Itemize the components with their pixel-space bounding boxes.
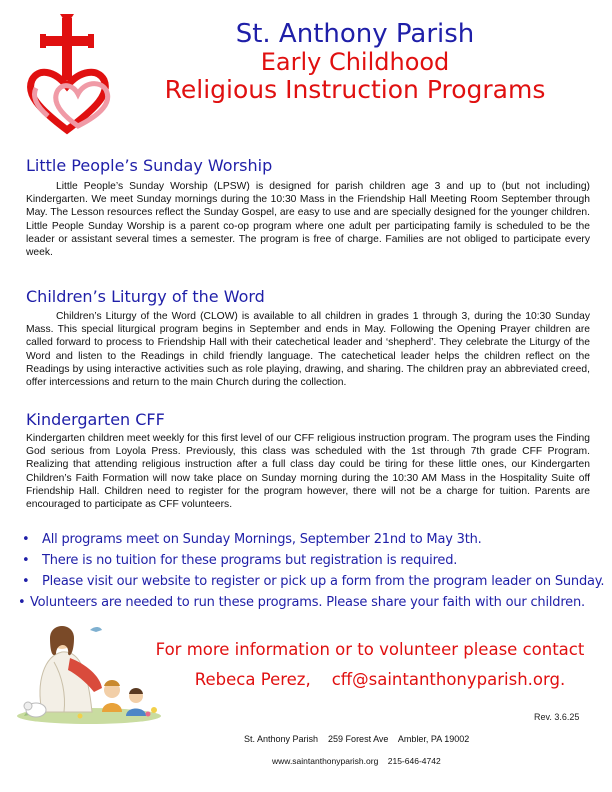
program-title: Religious Instruction Programs [164,74,546,104]
cross-with-hearts-icon [18,8,136,138]
contact-details [170,670,590,689]
info-bullet-list [18,530,605,614]
section-title-lpsw: Little People’s Sunday Worship [26,156,273,175]
contact-line: For more information or to volunteer please contact [155,640,585,659]
bullet-item: • There is no tuition for these programs but registration is required. [22,553,458,568]
section-body-lpsw: Little People’s Sunday Worship (LPSW) is designed for parish children age 3 and up to (but not including) Kindergarten. We meet Sunday mornings during the 10:30 Mass in the Friendship Hall Meeting Room September through May. The Lesson resources reflect the Sunday Gospel, are easy to use and are specially designed for the younger children. Little People Sunday Worship is a parent co-op program where one adult per participating family is scheduled to be the leader or assistant several times a semester. The program is free of charge. Families are not obliged to participate every week. [26,181,590,259]
section-body-kindergarten: Kindergarten children meet weekly for this first level of our CFF religious instruction program. The program uses the Finding God serious from Loyola Press. Previously, this class was scheduled with the 1st through 7th grade CFF Program. Realizing that attending religious instruction after a full class day could be tiring for these little ones, our Kindergarten Children’s Faith Formation will now take place on Sunday morning during the 10:30 AM Mass in the Hospitality Suite off Friendship Hall. Children need to register for the program however, there will not be a charge for tuition. Parents are encouraged to participate as CFF volunteers. [26,433,590,511]
program-subtitle: Early Childhood [260,48,450,77]
bullet-item: • Volunteers are needed to run these programs. Please share your faith with our children. [18,595,585,610]
bullet-item: • All programs meet on Sunday Mornings, September 21nd to May 3th. [22,532,482,547]
jesus-with-children-illustration [14,612,164,724]
parish-title: St. Anthony Parish [235,19,475,49]
bullet-item: • Please visit our website to register or pick up a form from the program leader on Sunday. [22,574,605,589]
section-body-clow: Children’s Liturgy of the Word (CLOW) is available to all children in grades 1 through 3, during the 10:30 Sunday Mass. This special liturgical program begins in September and ends in May. Following the Opening Prayer children are called forward to process to Friendship Hall with their catechetical leader and ‘shepherd’. They celebrate the Liturgy of the Word and listen to the Readings in child friendly language. The catechetical leader helps the children reflect on the Readings by using interactive activities such as role playing, drawing, and sharing. The children pray an abbreviated creed, offer intercessions and return to the main Church during the collection. [26,311,590,389]
header [150,20,560,104]
website-phone: www.saintanthonyparish.org 215-646-4742 [272,756,441,766]
parish-address: St. Anthony Parish 259 Forest Ave Ambler, PA 19002 [244,734,470,744]
contact-email-link[interactable]: cff@saintanthonyparish.org. [331,670,566,689]
section-title-clow: Children’s Liturgy of the Word [26,287,265,306]
revision-label: Rev. 3.6.25 [534,712,580,722]
contact-name: Rebeca Perez, [194,670,311,689]
section-title-kindergarten: Kindergarten CFF [26,410,165,429]
